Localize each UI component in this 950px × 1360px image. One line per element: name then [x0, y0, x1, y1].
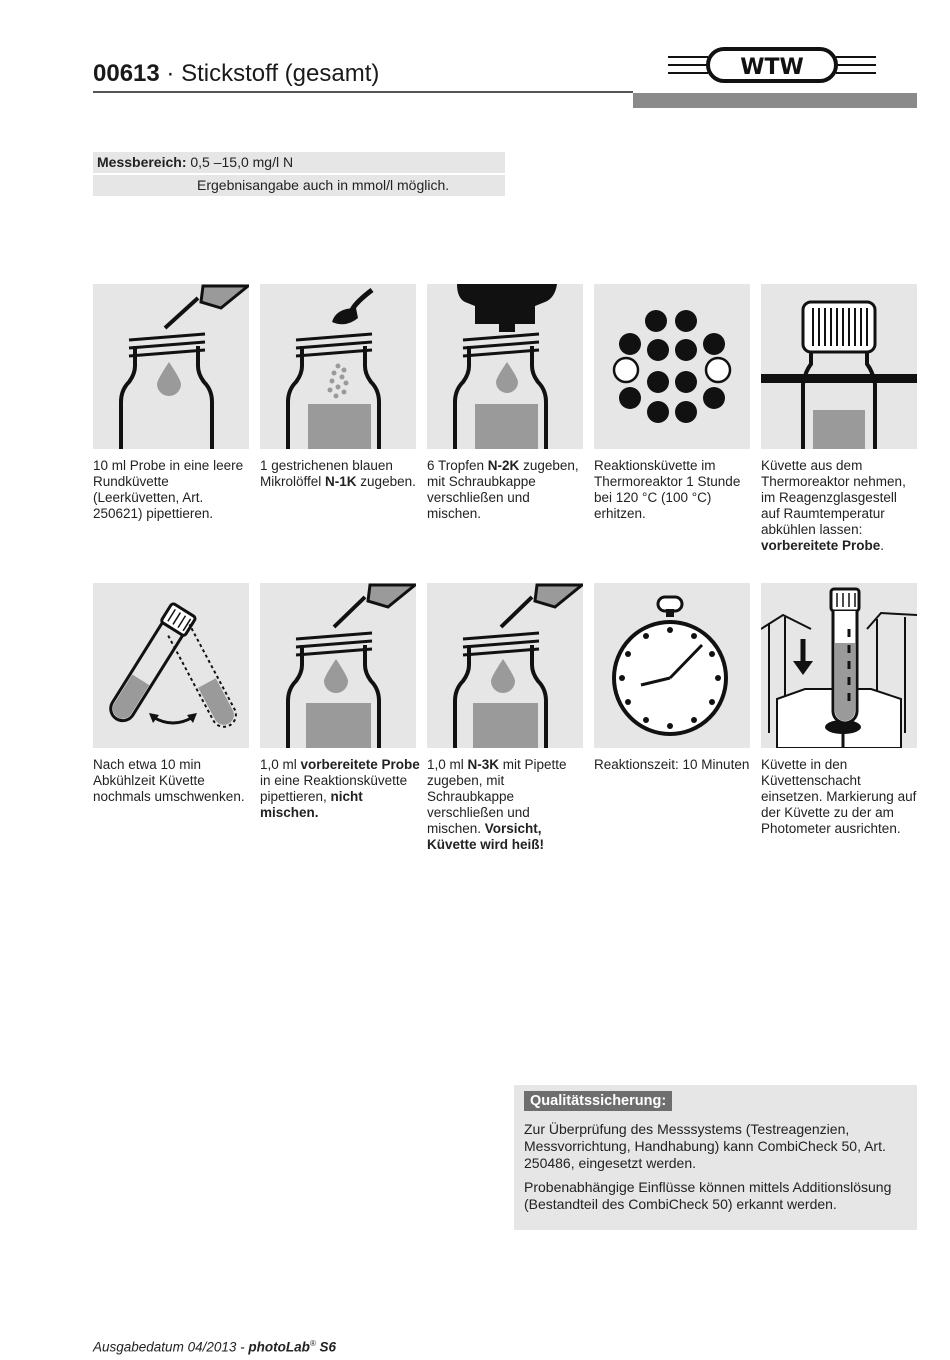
step-7-caption-part: nicht mischen.	[260, 789, 363, 820]
step-1-caption	[93, 458, 253, 522]
step-5-caption-part: vorbereitete Probe	[761, 538, 881, 553]
quality-assurance-text-1: Zur Überprüfung des Messsystems (Testreagenzien, Messvorrichtung, Handhabung) kann CombiCheck 50, Art. 250486, eingesetzt werden.	[524, 1121, 886, 1171]
footer	[93, 1339, 336, 1355]
step-7-caption-part: vorbereitete Probe	[300, 757, 420, 772]
result-note	[93, 175, 505, 196]
step-3-caption	[427, 458, 587, 522]
product-model: S6	[315, 1339, 337, 1355]
step-7-illustration	[260, 583, 416, 748]
step-9-caption	[594, 757, 754, 773]
step-2-caption-part: zugeben.	[356, 474, 416, 489]
title-separator: ·	[159, 60, 182, 87]
step-9-illustration	[594, 583, 750, 748]
pipette-reagent-icon	[427, 583, 583, 748]
pipette-into-reaction-cuvette-icon	[260, 583, 416, 748]
quality-assurance-box	[514, 1085, 917, 1230]
measuring-range-value: 0,5 –15,0 mg/l N	[186, 154, 294, 170]
pipette-into-cuvette-icon	[93, 284, 249, 449]
step-2-illustration	[260, 284, 416, 449]
step-5-caption	[761, 458, 917, 554]
step-7-caption-part: 1,0 ml	[260, 757, 301, 772]
step-8-caption-part: N-3K	[467, 757, 500, 772]
step-6-caption	[93, 757, 253, 805]
wtw-logo	[668, 44, 876, 86]
step-8-caption-part: mit Pipette zugeben, mit Schraubkappe verschließen und mischen.	[427, 757, 567, 836]
spoon-powder-icon	[260, 284, 416, 449]
header-rule	[93, 91, 633, 93]
step-4-caption	[594, 458, 754, 522]
step-1-illustration	[93, 284, 249, 449]
step-4-illustration	[594, 284, 750, 449]
step-3-caption-part: 6 Tropfen	[427, 458, 488, 473]
method-code: 00613	[93, 60, 160, 87]
issue-date: Ausgabedatum 04/2013 -	[93, 1339, 249, 1355]
step-10-illustration	[761, 583, 917, 748]
step-5-caption-part: Küvette aus dem Thermoreaktor nehmen, im Reagenzglasgestell auf Raumtemperatur abkühlen lassen:	[761, 458, 906, 537]
result-note-text: Ergebnisangabe auch in mmol/l möglich.	[197, 177, 450, 193]
step-2-caption-part: 1 gestrichenen blauen Mikrolöffel	[260, 458, 393, 489]
method-title: Stickstoff (gesamt)	[181, 60, 380, 87]
step-9-caption-part: Reaktionszeit: 10 Minuten	[594, 757, 750, 772]
stopwatch-icon	[594, 583, 750, 748]
step-8-caption-part: 1,0 ml	[427, 757, 468, 772]
page-title	[93, 60, 379, 88]
product-name: photoLab	[248, 1339, 310, 1355]
header-bar	[633, 93, 917, 108]
step-3-caption-part: zugeben, mit Schraubkappe verschließen und mischen.	[427, 458, 579, 521]
dropper-bottle-icon	[427, 284, 583, 449]
step-6-caption-part: Nach etwa 10 min Abkühlzeit Küvette nochmals umschwenken.	[93, 757, 245, 804]
swirl-tube-icon	[93, 583, 249, 748]
step-10-caption-part: Küvette in den Küvettenschacht einsetzen. Markierung auf der Küvette zu der am Photometer ausrichten.	[761, 757, 917, 836]
measuring-range-label: Messbereich:	[97, 154, 187, 170]
cuvette-in-rack-icon	[761, 284, 917, 449]
step-2-caption	[260, 458, 420, 490]
step-5-illustration	[761, 284, 917, 449]
step-8-illustration	[427, 583, 583, 748]
step-6-illustration	[93, 583, 249, 748]
step-5-caption-part: .	[880, 538, 885, 553]
step-3-caption-part: N-2K	[487, 458, 520, 473]
step-8-caption	[427, 757, 587, 853]
step-7-caption-part: in eine Reaktionsküvette pipettieren,	[260, 773, 408, 804]
step-2-caption-part: N-1K	[325, 474, 357, 489]
thermoreactor-icon	[594, 284, 750, 449]
registered-mark: ®	[309, 1339, 316, 1348]
step-1-caption-part: 10 ml Probe in eine leere Rundküvette (Leerküvetten, Art. 250621) pipettieren.	[93, 458, 244, 521]
step-10-caption	[761, 757, 917, 837]
photometer-insert-icon	[761, 583, 917, 748]
step-3-illustration	[427, 284, 583, 449]
measuring-range	[93, 152, 505, 173]
step-4-caption-part: Reaktionsküvette im Thermoreaktor 1 Stunde bei 120 °C (100 °C) erhitzen.	[594, 458, 741, 521]
quality-assurance-text-2: Probenabhängige Einflüsse können mittels Additionslösung (Bestandteil des CombiCheck 50) erkannt werden.	[524, 1179, 892, 1212]
step-8-caption-part: Vorsicht, Küvette wird heiß!	[427, 821, 545, 852]
logo-text: WTW	[740, 55, 804, 80]
step-7-caption	[260, 757, 420, 821]
quality-assurance-title: Qualitätssicherung:	[524, 1091, 672, 1111]
